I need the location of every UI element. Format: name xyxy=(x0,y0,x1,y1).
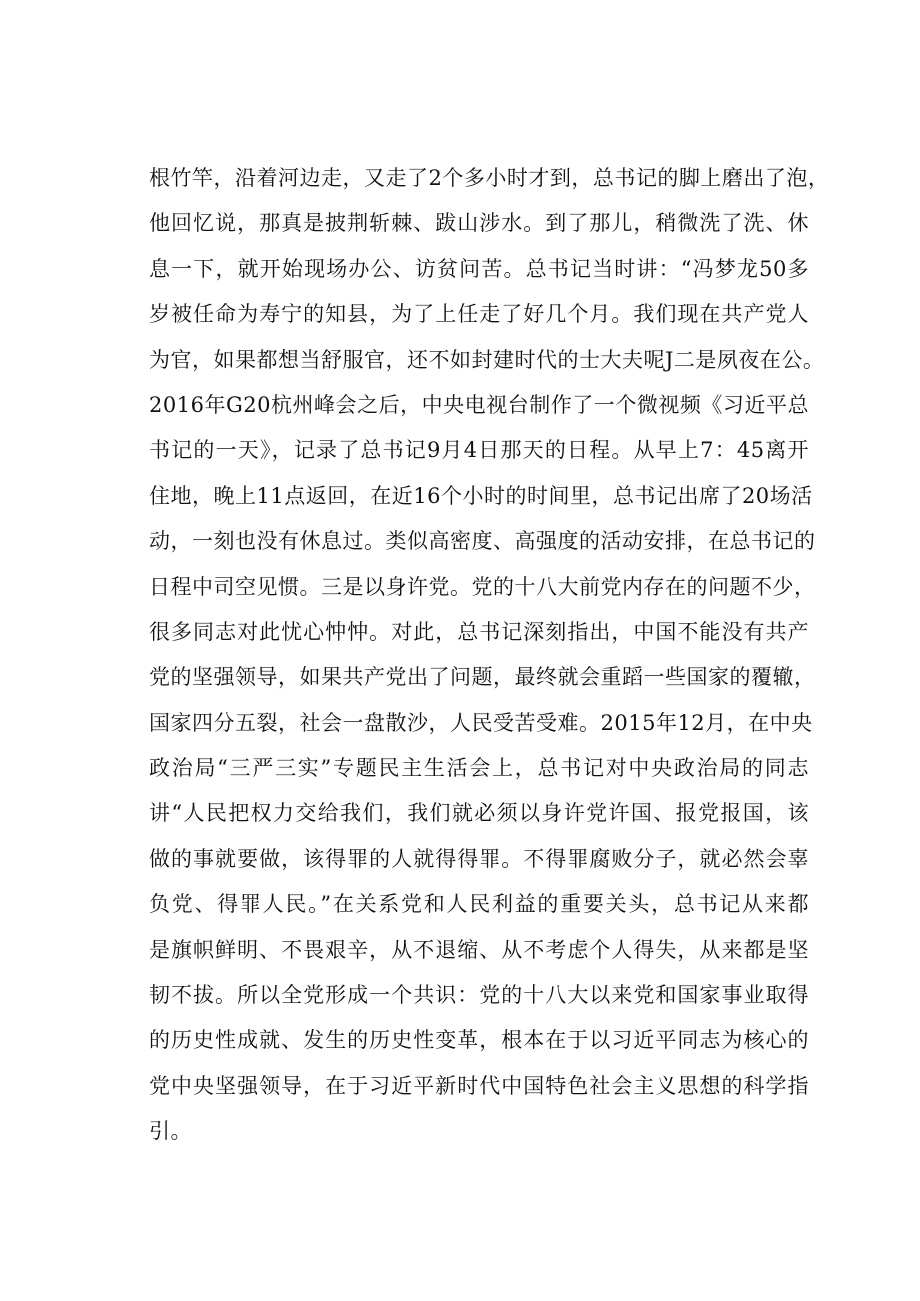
text-line-17: 负党、得罪人民。”在关系党和人民利益的重要关头，总书记从来都 xyxy=(149,892,809,917)
text-line-18: 是旗帜鲜明、不畏艰辛，从不退缩、从不考虑个人得失，从来都是坚 xyxy=(149,937,809,962)
text-line-11: 很多同志对此忧心忡忡。对此，总书记深刻指出，中国不能没有共产 xyxy=(149,619,809,644)
text-line-14: 政治局“三严三实”专题民主生活会上，总书记对中央政治局的同志 xyxy=(149,756,809,781)
text-line-9: 动，一刻也没有休息过。类似高密度、高强度的活动安排，在总书记的 xyxy=(149,529,816,554)
text-line-7: 书记的一天》，记录了总书记9月4日那天的日程。从早上7：45离开 xyxy=(149,438,809,463)
text-line-19: 韧不拔。所以全党形成一个共识：党的十八大以来党和国家事业取得 xyxy=(149,983,809,1008)
text-line-1: 根竹竿，沿着河边走，又走了2个多小时才到，总书记的脚上磨出了泡， xyxy=(149,166,830,190)
text-line-2: 他回忆说，那真是披荆斩棘、跋山涉水。到了那儿，稍微洗了洗、休 xyxy=(149,211,809,236)
text-line-8: 住地，晚上11点返回，在近16个小时的时间里，总书记出席了20场活 xyxy=(149,483,813,508)
text-line-4: 岁被任命为寿宁的知县，为了上任走了好几个月。我们现在共产党人 xyxy=(149,302,809,327)
text-line-22: 引。 xyxy=(149,1119,192,1144)
text-line-3: 息一下，就开始现场办公、访贫问苦。总书记当时讲：“冯梦龙50多 xyxy=(149,256,809,281)
text-line-5: 为官，如果都想当舒服官，还不如封建时代的士大夫呢J二是夙夜在公。 xyxy=(149,347,825,372)
body-paragraph xyxy=(149,156,830,1155)
text-line-6: 2016年G20杭州峰会之后，中央电视台制作了一个微视频《习近平总 xyxy=(149,392,809,417)
text-line-10: 日程中司空见惯。三是以身许党。党的十八大前党内存在的问题不少， xyxy=(149,574,816,599)
text-line-20: 的历史性成就、发生的历史性变革，根本在于以习近平同志为核心的 xyxy=(149,1028,809,1053)
text-line-12: 党的坚强领导，如果共产党出了问题，最终就会重蹈一些国家的覆辙， xyxy=(149,665,816,690)
text-line-13: 国家四分五裂，社会一盘散沙，人民受苦受难。2015年12月，在中央 xyxy=(149,710,813,735)
text-line-16: 做的事就要做，该得罪的人就得得罪。不得罪腐败分子，就必然会辜 xyxy=(149,846,809,871)
text-line-21: 党中央坚强领导，在于习近平新时代中国特色社会主义思想的科学指 xyxy=(149,1073,809,1098)
text-line-15: 讲“人民把权力交给我们，我们就必须以身许党许国、报党报国，该 xyxy=(149,801,809,826)
